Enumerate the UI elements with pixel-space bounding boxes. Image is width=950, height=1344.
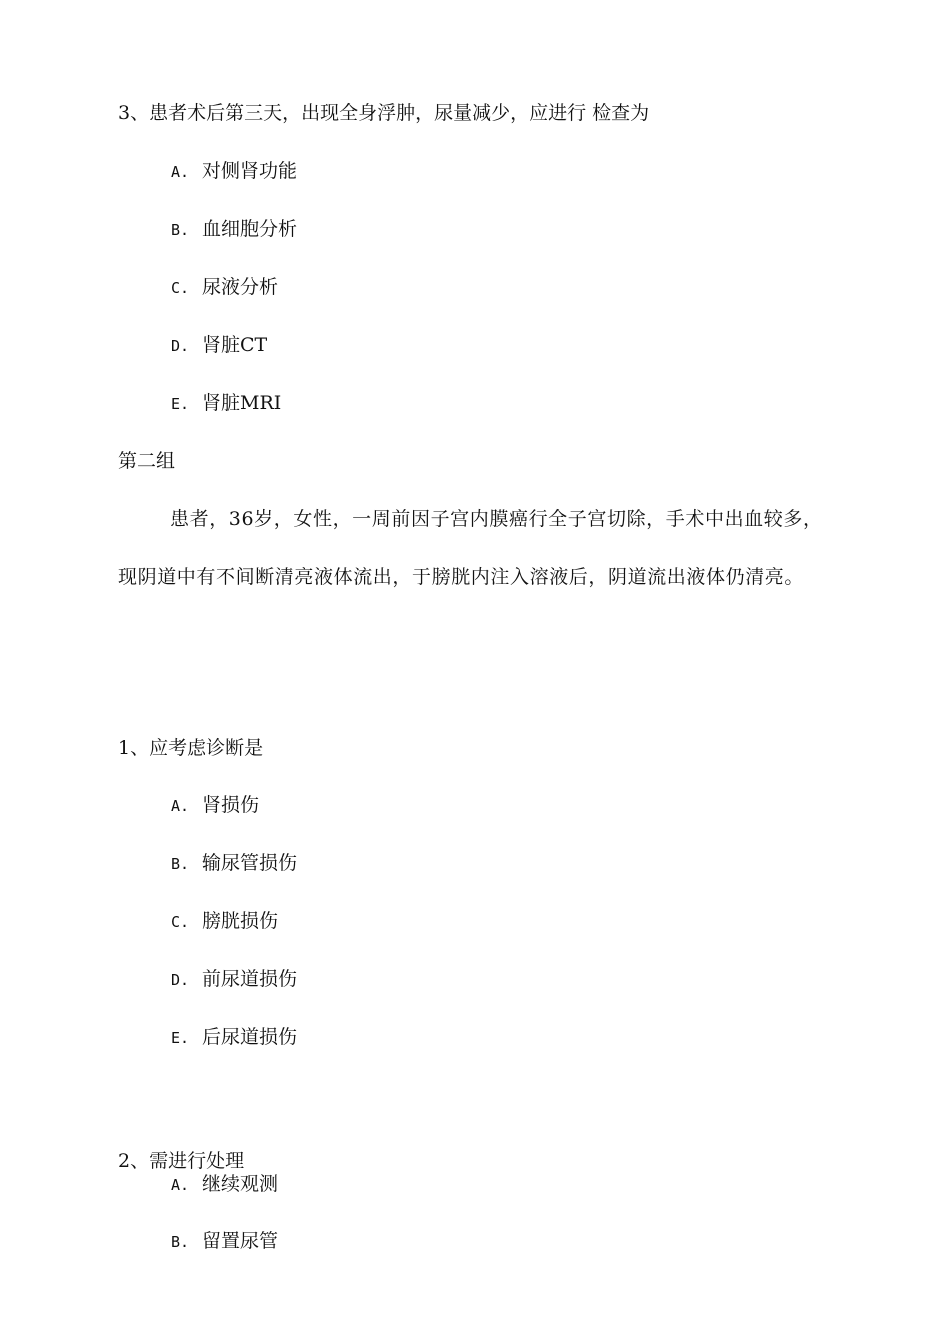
question-1-option-d [171,967,297,992]
option-text: 肾脏CT [202,334,268,356]
question-3-option-e [171,391,281,416]
question-3-option-a [171,159,297,184]
option-label: B. [171,1233,190,1251]
option-text: 输尿管损伤 [202,852,298,874]
option-label: E. [171,1029,190,1047]
question-3-option-c [171,275,278,300]
question-1-option-a [171,793,259,818]
question-3-option-d [171,333,267,358]
option-label: A. [171,1176,190,1194]
option-text: 肾脏MRI [202,392,282,414]
question-1-option-c [171,909,278,934]
option-text: 膀胱损伤 [202,910,279,932]
question-1-option-e [171,1025,297,1050]
option-label: E. [171,395,190,413]
question-3-prompt: 3、患者术后第三天，出现全身浮肿，尿量减少，应进行 检查为 [118,102,650,124]
option-text: 后尿道损伤 [202,1026,298,1048]
option-label: A. [171,163,190,181]
option-label: C. [171,279,190,297]
option-text: 前尿道损伤 [202,968,298,990]
option-label: A. [171,797,190,815]
group-heading: 第二组 [118,450,176,472]
option-text: 对侧肾功能 [202,160,298,182]
question-2-prompt: 2、需进行处理 [118,1150,245,1172]
question-2-option-b [171,1229,278,1254]
option-label: C. [171,913,190,931]
option-text: 继续观测 [202,1173,279,1195]
question-3-option-b [171,217,297,242]
question-1-option-b [171,851,297,876]
option-label: D. [171,971,190,989]
option-text: 留置尿管 [202,1230,279,1252]
option-label: B. [171,855,190,873]
question-1-prompt: 1、应考虑诊断是 [118,737,264,759]
question-2-option-a [171,1172,278,1197]
option-text: 肾损伤 [202,794,260,816]
option-label: D. [171,337,190,355]
option-label: B. [171,221,190,239]
case-description: 患者，36岁，女性，一周前因子宫内膜癌行全子宫切除，手术中出血较多，现阴道中有不间断清亮液体流出，于膀胱内注入溶液后，阴道流出液体仍清亮。 [118,508,823,588]
option-text: 血细胞分析 [202,218,298,240]
option-text: 尿液分析 [202,276,279,298]
